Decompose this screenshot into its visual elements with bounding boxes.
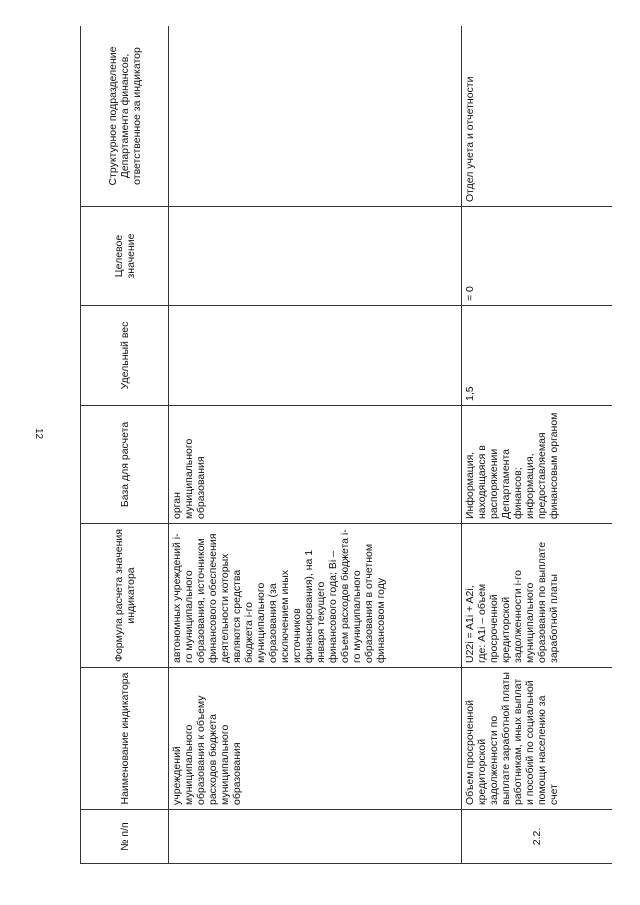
cell-formula [462,524,613,668]
formula-line: U22i = A1i + A2i, [464,585,476,663]
table-area [80,26,612,864]
cell-formula: автономных учреждений i-го муниципального образования, источником финансового обеспечения деятельности которых являются средства бюджета i-го муниципального образования (за исключением иных источников финансирования), на 1 января текущего финансового года; Bi – объем расходов бюджета i-го муниципального образования в отчетном финансовом году [169,524,462,668]
header-formula: Формула расчета значения индикатора [81,524,169,668]
cell-name: учреждений муниципального образования к объему расходов бюджета муниципального образования [169,668,462,810]
header-num: № п/п [81,810,169,864]
cell-weight: 1,5 [462,306,613,406]
cell-num: 2.2. [462,810,613,864]
cell-target: = 0 [462,207,613,306]
header-target: Целевое значение [81,207,169,306]
cell-weight [169,306,462,406]
page-number: 12 [33,428,44,440]
header-basis: База для расчета [81,406,169,524]
header-dept: Структурное подразделение Департамента финансов, ответственное за индикатор [81,26,169,207]
cell-dept: Отдел учета и отчетности [462,26,613,207]
header-name: Наименование индикатора [81,668,169,810]
table-row [169,26,462,864]
cell-basis: орган муниципального образования [169,406,462,524]
cell-dept [169,26,462,207]
header-weight: Удельный вес [81,306,169,406]
rotated-table-wrapper [80,26,612,864]
cell-target [169,207,462,306]
header-row [81,26,169,864]
formula-explanation: где: A1i – объем просроченной кредиторской задолженности i-го муниципального образования по выплате заработной платы [476,541,560,663]
cell-name: Объем просроченной кредиторской задолженности по выплате заработной платы работникам, иных выплат и пособий по социальной помощи населению за счет [462,668,613,810]
indicator-table [80,26,612,864]
table-row [462,26,613,864]
cell-basis: Информация, находящаяся в распоряжении Департамента финансов; информация, предоставляемая финансовым органом [462,406,613,524]
cell-num [169,810,462,864]
